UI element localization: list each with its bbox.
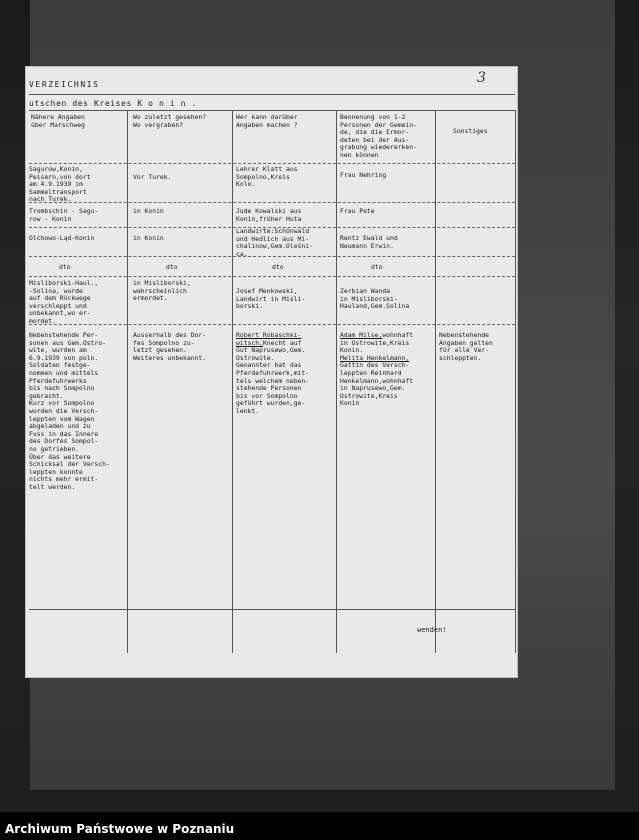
column-header-other: Sonstiges bbox=[453, 127, 488, 135]
table-bottom-rule bbox=[29, 609, 515, 610]
table-cell: in Konin bbox=[133, 235, 164, 242]
table-cell: Josef Menkowski, Landwirt in Misli- borski. bbox=[236, 288, 306, 311]
page-number: 3 bbox=[477, 70, 486, 86]
row-divider bbox=[29, 163, 515, 164]
table-cell: dto bbox=[59, 264, 71, 271]
table-cell: Ausserhalb des Dor- fes Sompolno zu- letzt gesehen. Weiteres unbekannt. bbox=[133, 332, 207, 362]
document-page bbox=[25, 66, 518, 678]
row-divider bbox=[29, 324, 515, 325]
table-cell: dto bbox=[371, 264, 383, 271]
table-cell: in Konin bbox=[133, 208, 164, 215]
archive-name: Archiwum Państwowe w Poznaniu bbox=[5, 822, 235, 836]
column-header-route: Nähere Angaben über Marschweg bbox=[31, 113, 85, 129]
informant-details: Knecht auf Gut Naprusewo,Gem. Ostrowite. Genannter hat das Pferdefuhrwerk,mit- tels welchem neben- stehende Personen bis vor Sompolno geführt wurden,ge- lenkt. bbox=[236, 338, 310, 415]
informant-name: Robert Robaschki- witsch, bbox=[236, 332, 302, 347]
column-divider bbox=[127, 110, 128, 653]
document-heading: VERZEICHNIS bbox=[29, 80, 100, 89]
turn-page-note: wenden! bbox=[417, 626, 447, 634]
table-right-edge bbox=[515, 110, 516, 653]
column-header-informant: Wer kann darüber Angaben machen ? bbox=[236, 113, 298, 129]
column-divider bbox=[336, 110, 337, 653]
document-subheading: utschen des Kreises K o n i n . bbox=[29, 99, 197, 108]
header-rule bbox=[29, 94, 515, 95]
table-cell: Zerbian Wanda in Misliborski- Hauland,Gem.Solina bbox=[340, 288, 410, 311]
column-divider bbox=[232, 110, 233, 653]
table-cell: in Misliborski, wahrscheinlich ermordet. bbox=[133, 280, 191, 303]
witness-name: Melita Henkelmann, bbox=[340, 353, 410, 362]
table-cell: Vor Turek. bbox=[133, 174, 172, 181]
table-top-rule bbox=[29, 110, 515, 111]
witness-details: wohnhaft in Ostrowite,Kreis Konin. bbox=[340, 332, 414, 355]
witness-name: Adam Milse, bbox=[340, 332, 383, 339]
row-divider bbox=[29, 202, 515, 203]
table-cell: dto bbox=[272, 264, 284, 271]
row-divider bbox=[29, 276, 515, 277]
table-cell bbox=[236, 332, 309, 416]
table-cell: Rentz Ewald und Neumann Erwin. bbox=[340, 235, 398, 250]
table-cell: Lehrer Klatt aus Sompolno,Kreis Kolo. bbox=[236, 166, 298, 189]
table-cell: Frau Pete bbox=[340, 208, 375, 215]
table-cell: Nebenstehende Angaben gelten für alle Ver- schleppten. bbox=[439, 332, 493, 362]
table-cell bbox=[340, 332, 413, 408]
column-header-identifiers: Bennenung von 1-2 Personen der Gemein- de, die die Ermor- deten bei der Aus- grabung wiedererken- nen können bbox=[340, 113, 417, 159]
table-cell: dto bbox=[166, 264, 178, 271]
archive-footer bbox=[0, 812, 639, 840]
table-cell: Trombschin - Sagu- row - Konin bbox=[29, 208, 99, 223]
table-cell: Sagurow,Konin, Peisern,von dort am 4.9.1939 im Sammeltransport nach Turek. bbox=[29, 166, 91, 204]
table-cell: Olchowo-Ląd-Konin bbox=[29, 235, 95, 242]
table-cell: Misliborski-Haul., -Solina, wurde auf dem Rückwege verschleppt und unbekannt,wo er- mordet. bbox=[29, 280, 99, 325]
witness-details: Gattin des Versch- leppten Reinhard Henkelmann,wohnhaft in Naprusewo,Gem. Ostrowite,Kreis Konin bbox=[340, 361, 414, 408]
table-cell: Frau Nehring bbox=[340, 172, 387, 179]
column-divider bbox=[435, 110, 436, 653]
table-cell: Nebenstehende Per- sonen aus Gem.Ostro- wite, wurden am 6.9.1939 von poln. Soldaten festge- nommen und mittels Pferdefuhrwerks bis nach Sompolno gebracht. Kurz vor Sompolno wurden die Versch- leppten vom Wagen abgeladen und zu Fuss in das Innere des Dorfes Sompol- no getrieben. Über das weitere Schicksal der Versch- leppten konnte nichts mehr ermit- telt werden. bbox=[29, 332, 110, 491]
table-cell: Landwirte:Schönwald und Hedlich aus Mi- chalinow,Gem.Oleśni- ca. bbox=[236, 228, 313, 258]
column-header-last-seen: Wo zuletzt gesehen? Wo vergraben? bbox=[133, 113, 207, 129]
table-cell: Jude Kowalski aus Konin,früher Huta bbox=[236, 208, 302, 223]
